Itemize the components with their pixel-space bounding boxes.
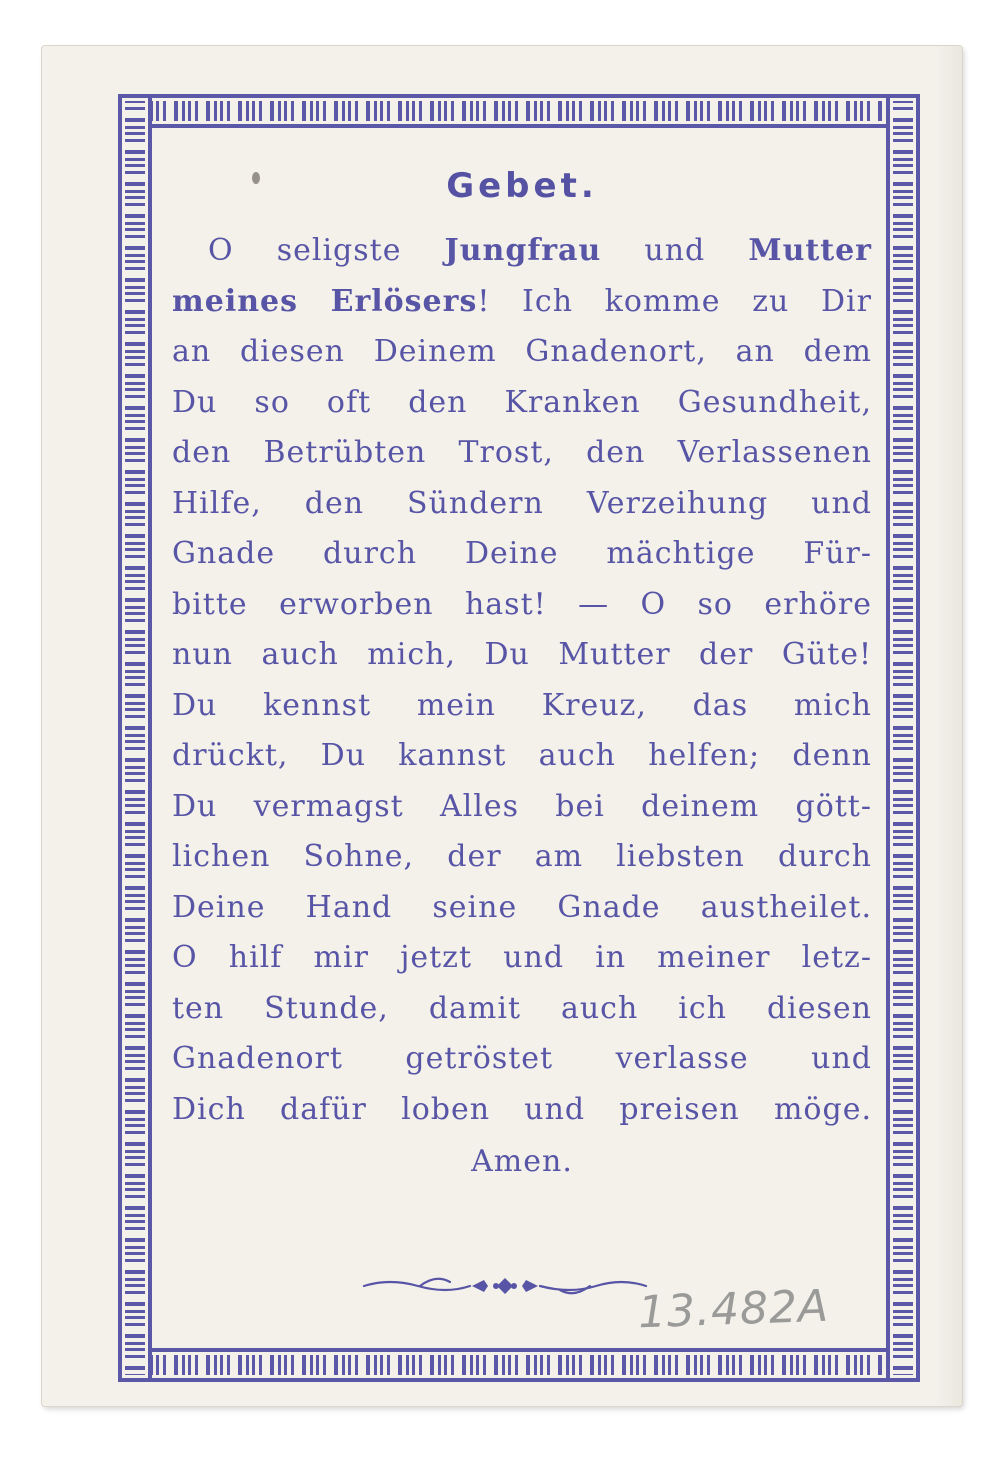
prayer-line: Hilfe, den Sündern Verzeihung und — [172, 485, 872, 521]
prayer-body — [172, 226, 872, 1135]
prayer-line — [172, 226, 872, 277]
border-right — [886, 94, 920, 1382]
inventory-number-pencil: 13.482A — [637, 1280, 830, 1339]
prayer-line: ten Stunde, damit auch ich diesen — [172, 990, 872, 1026]
prayer-line: an diesen Deinem Gnadenort, an dem — [172, 334, 872, 369]
prayer-line: Gnadenort getröstet verlasse und — [172, 1041, 872, 1076]
border-bottom — [118, 1348, 920, 1382]
prayer-line: den Betrübten Trost, den Verlassenen — [172, 435, 872, 470]
line-segment: O seligste — [208, 233, 445, 268]
prayer-line: bitte erworben hast! — O so erhöre — [172, 586, 872, 622]
prayer-line: lichen Sohne, der am liebsten durch — [172, 839, 872, 874]
emphasis-jungfrau: Jungfrau — [444, 233, 602, 268]
border-left — [118, 94, 152, 1382]
prayer-closing: Amen. — [471, 1144, 573, 1179]
line-segment: ! Ich komme zu Dir — [477, 283, 872, 319]
prayer-line: Du so oft den Kranken Gesundheit, — [172, 384, 872, 420]
border-top — [118, 94, 920, 128]
prayer-line: Deine Hand seine Gnade austheilet. — [172, 889, 872, 925]
card-edge-wear — [936, 46, 962, 1406]
emphasis-mutter: Mutter — [748, 233, 872, 268]
line-segment: und — [601, 233, 749, 268]
prayer-line: Gnade durch Deine mächtige Für- — [172, 536, 872, 571]
prayer-title: Gebet. — [446, 166, 598, 206]
prayer-line: Du vermagst Alles bei deinem gött- — [172, 788, 872, 824]
prayer-line: Du kennst mein Kreuz, das mich — [172, 687, 872, 723]
prayer-line: nun auch mich, Du Mutter der Güte! — [172, 637, 872, 672]
prayer-line: drückt, Du kannst auch helfen; denn — [172, 738, 872, 773]
prayer-line: Dich dafür loben und preisen möge. — [172, 1091, 872, 1127]
prayer-line: O hilf mir jetzt und in meiner letz- — [172, 940, 872, 975]
emphasis-erloesers: meines Erlösers — [172, 283, 478, 319]
flourish-divider-icon — [360, 1266, 650, 1306]
prayer-line — [172, 277, 872, 328]
prayer-content — [172, 160, 872, 1187]
